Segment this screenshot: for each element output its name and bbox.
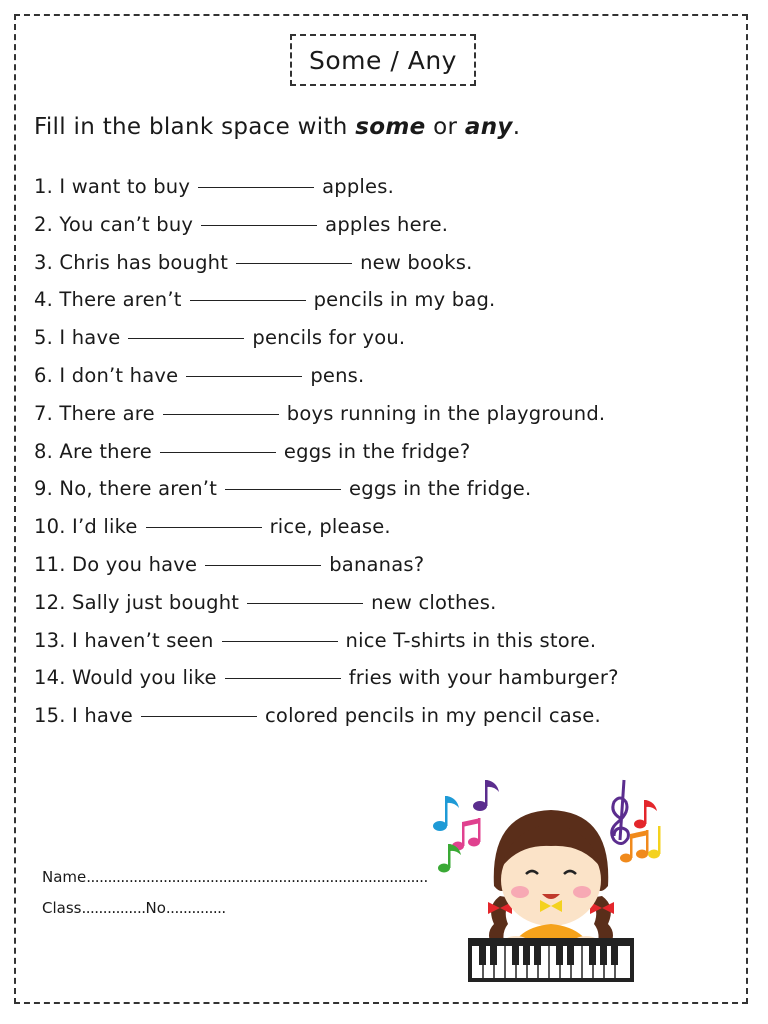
instruction-suffix: . (512, 114, 521, 140)
no-dots: .............. (165, 899, 226, 917)
answer-blank[interactable] (222, 640, 338, 642)
question-text-after: apples. (322, 175, 394, 198)
question-text-before: 15. I have (34, 704, 134, 728)
question-text-after: new books. (360, 250, 473, 274)
question-text-before: 4. There aren’t (34, 288, 182, 312)
girl-piano-illustration (428, 768, 674, 988)
answer-blank[interactable] (247, 602, 363, 604)
question-item (34, 357, 619, 395)
question-text-before: 8. Are there (34, 439, 152, 463)
keyword-any: any (464, 114, 513, 140)
question-item (34, 622, 619, 660)
class-no-field[interactable] (42, 899, 226, 917)
name-field[interactable] (42, 868, 428, 886)
question-item (34, 584, 619, 622)
answer-blank[interactable] (190, 299, 306, 301)
answer-blank[interactable] (128, 337, 244, 339)
answer-blank[interactable] (236, 262, 352, 264)
question-item (34, 546, 619, 584)
worksheet-title (290, 34, 476, 86)
question-item (34, 697, 619, 735)
question-text-after: nice T-shirts in this store. (345, 628, 597, 652)
question-text-after: bananas? (329, 552, 425, 576)
question-text-before: 13. I haven’t seen (34, 628, 214, 652)
question-item (34, 244, 619, 282)
answer-blank[interactable] (163, 413, 279, 415)
question-item (34, 281, 619, 319)
answer-blank[interactable] (160, 451, 276, 453)
question-text-before: 10. I’d like (34, 515, 138, 539)
answer-blank[interactable] (201, 224, 317, 226)
question-text-before: 2. You can’t buy (34, 212, 194, 236)
question-text-after: colored pencils in my pencil case. (265, 704, 601, 728)
question-item (34, 433, 619, 471)
question-text-before: 5. I have (34, 326, 121, 350)
question-text-before: 9. No, there aren’t (34, 477, 218, 501)
question-text-after: eggs in the fridge? (283, 439, 471, 463)
question-text-after: pencils for you. (252, 326, 406, 350)
question-text-after: boys running in the playground. (286, 401, 606, 425)
question-text-after: rice, please. (269, 515, 391, 539)
instruction-middle: or (425, 114, 465, 140)
instruction (34, 114, 520, 140)
answer-blank[interactable] (225, 677, 341, 679)
class-label: Class (42, 899, 82, 917)
question-item (34, 659, 619, 697)
question-text-after: apples here. (325, 212, 449, 236)
question-text-before: 6. I don’t have (34, 363, 179, 387)
question-item (34, 395, 619, 433)
question-text-after: eggs in the fridge. (349, 477, 532, 501)
question-item (34, 319, 619, 357)
question-text-before: 3. Chris has bought (34, 250, 229, 274)
class-dots: ............... (81, 899, 146, 917)
question-item (34, 470, 619, 508)
question-text-before: 11. Do you have (34, 552, 198, 576)
question-list (34, 168, 619, 735)
answer-blank[interactable] (225, 488, 341, 490)
answer-blank[interactable] (186, 375, 302, 377)
no-label: No (145, 899, 166, 917)
question-text-after: pens. (310, 363, 365, 387)
answer-blank[interactable] (198, 186, 314, 188)
piano-keyboard-icon (468, 938, 634, 982)
question-text-before: 1. I want to buy (34, 175, 191, 198)
name-label: Name (42, 868, 87, 886)
question-text-after: fries with your hamburger? (348, 666, 619, 690)
question-item (34, 206, 619, 244)
question-text-after: pencils in my bag. (313, 288, 496, 312)
question-text-after: new clothes. (371, 590, 497, 614)
question-text-before: 12. Sally just bought (34, 590, 240, 614)
title-text: Some / Any (309, 45, 457, 75)
answer-blank[interactable] (205, 564, 321, 566)
question-item (34, 168, 619, 206)
question-item (34, 508, 619, 546)
question-text-before: 7. There are (34, 401, 155, 425)
answer-blank[interactable] (146, 526, 262, 528)
name-dots: ................................................................................ (86, 868, 428, 886)
question-text-before: 14. Would you like (34, 666, 217, 690)
answer-blank[interactable] (141, 715, 257, 717)
instruction-prefix: Fill in the blank space with (34, 114, 356, 140)
keyword-some: some (355, 114, 426, 140)
